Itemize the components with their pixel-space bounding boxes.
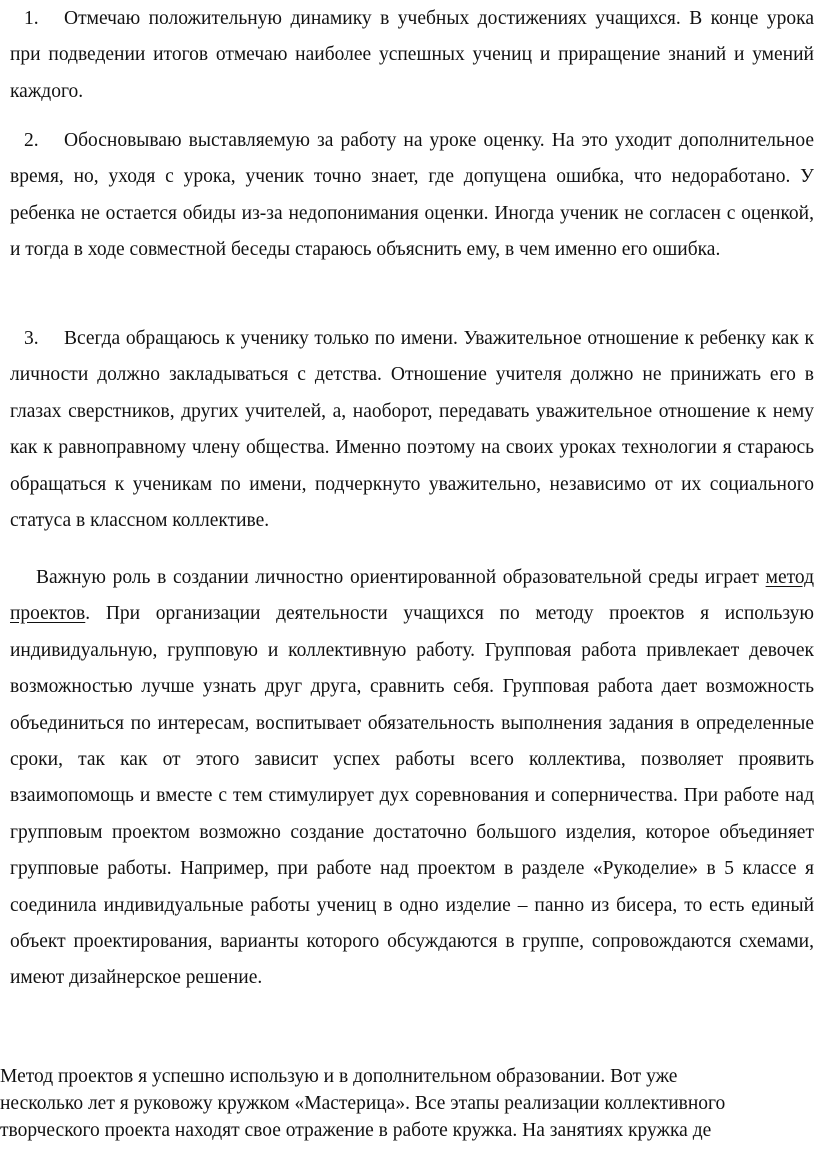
- projects-paragraph-lead: Важную роль в создании личностно ориентированной образовательной среды играет: [36, 567, 766, 588]
- list-item-text: Отмечаю положительную динамику в учебных достижениях учащихся. В конце урока при подведении итогов отмечаю наиболее успешных учениц и приращение знаний и умений каждого.: [10, 8, 814, 102]
- list-item-1: [10, 1, 814, 110]
- list-item-2: [10, 123, 814, 269]
- list-item-number: 2.: [24, 130, 39, 151]
- list-item-3: [10, 321, 814, 539]
- projects-paragraph: [10, 560, 814, 997]
- list-item-text: Обосновываю выставляемую за работу на уроке оценку. На это уходит дополнительное время, но, уходя с урока, ученик точно знает, где допущена ошибка, что недоработано. У ребенка не остается обиды из-за недопонимания оценки. Иногда ученик не согласен с оценкой, и тогда в ходе совместной беседы стараюсь объяснить ему, в чем именно его ошибка.: [10, 130, 814, 261]
- tail-line-3: творческого проекта находят свое отражение в работе кружка. На занятиях кружка де: [0, 1120, 712, 1141]
- list-item-text: Всегда обращаюсь к ученику только по имени. Уважительное отношение к ребенку как к личности должно закладываться с детства. Отношение учителя должно не принижать его в глазах сверстников, других учителей, а, наоборот, передавать уважительное отношение к нему как к равноправному члену общества. Именно поэтому на своих уроках технологии я стараюсь обращаться к ученикам по имени, подчеркнуто уважительно, независимо от их социального статуса в классном коллективе.: [10, 328, 814, 532]
- list-item-number: 3.: [24, 328, 39, 349]
- projects-paragraph-rest: . При организации деятельности учащихся по методу проектов я использую индивидуальную, групповую и коллективную работу. Групповая работа привлекает девочек возможностью лучше узнать друг друга, сравнить себя. Групповая работа дает возможность объединиться по интересам, воспитывает обязательность выполнения задания в определенные сроки, так как от этого зависит успех работы всего коллектива, позволяет проявить взаимопомощь и вместе с тем стимулирует дух соревнования и соперничества. При работе над групповым проектом возможно создание достаточно большого изделия, которое объединяет групповые работы. Например, при работе над проектом в разделе «Рукоделие» в 5 классе я соединила индивидуальные работы учениц в одно изделие – панно из бисера, то есть единый объект проектирования, варианты которого обсуждаются в группе, сопровождаются схемами, имеют дизайнерское решение.: [10, 603, 814, 989]
- tail-line-1: Метод проектов я успешно использую и в дополнительном образовании. Вот уже: [0, 1066, 678, 1087]
- tail-line-2: несколько лет я руковожу кружком «Мастерица». Все этапы реализации коллективного: [0, 1093, 726, 1114]
- list-item-number: 1.: [24, 8, 39, 29]
- method-of-projects-term: метод проектов: [10, 567, 814, 625]
